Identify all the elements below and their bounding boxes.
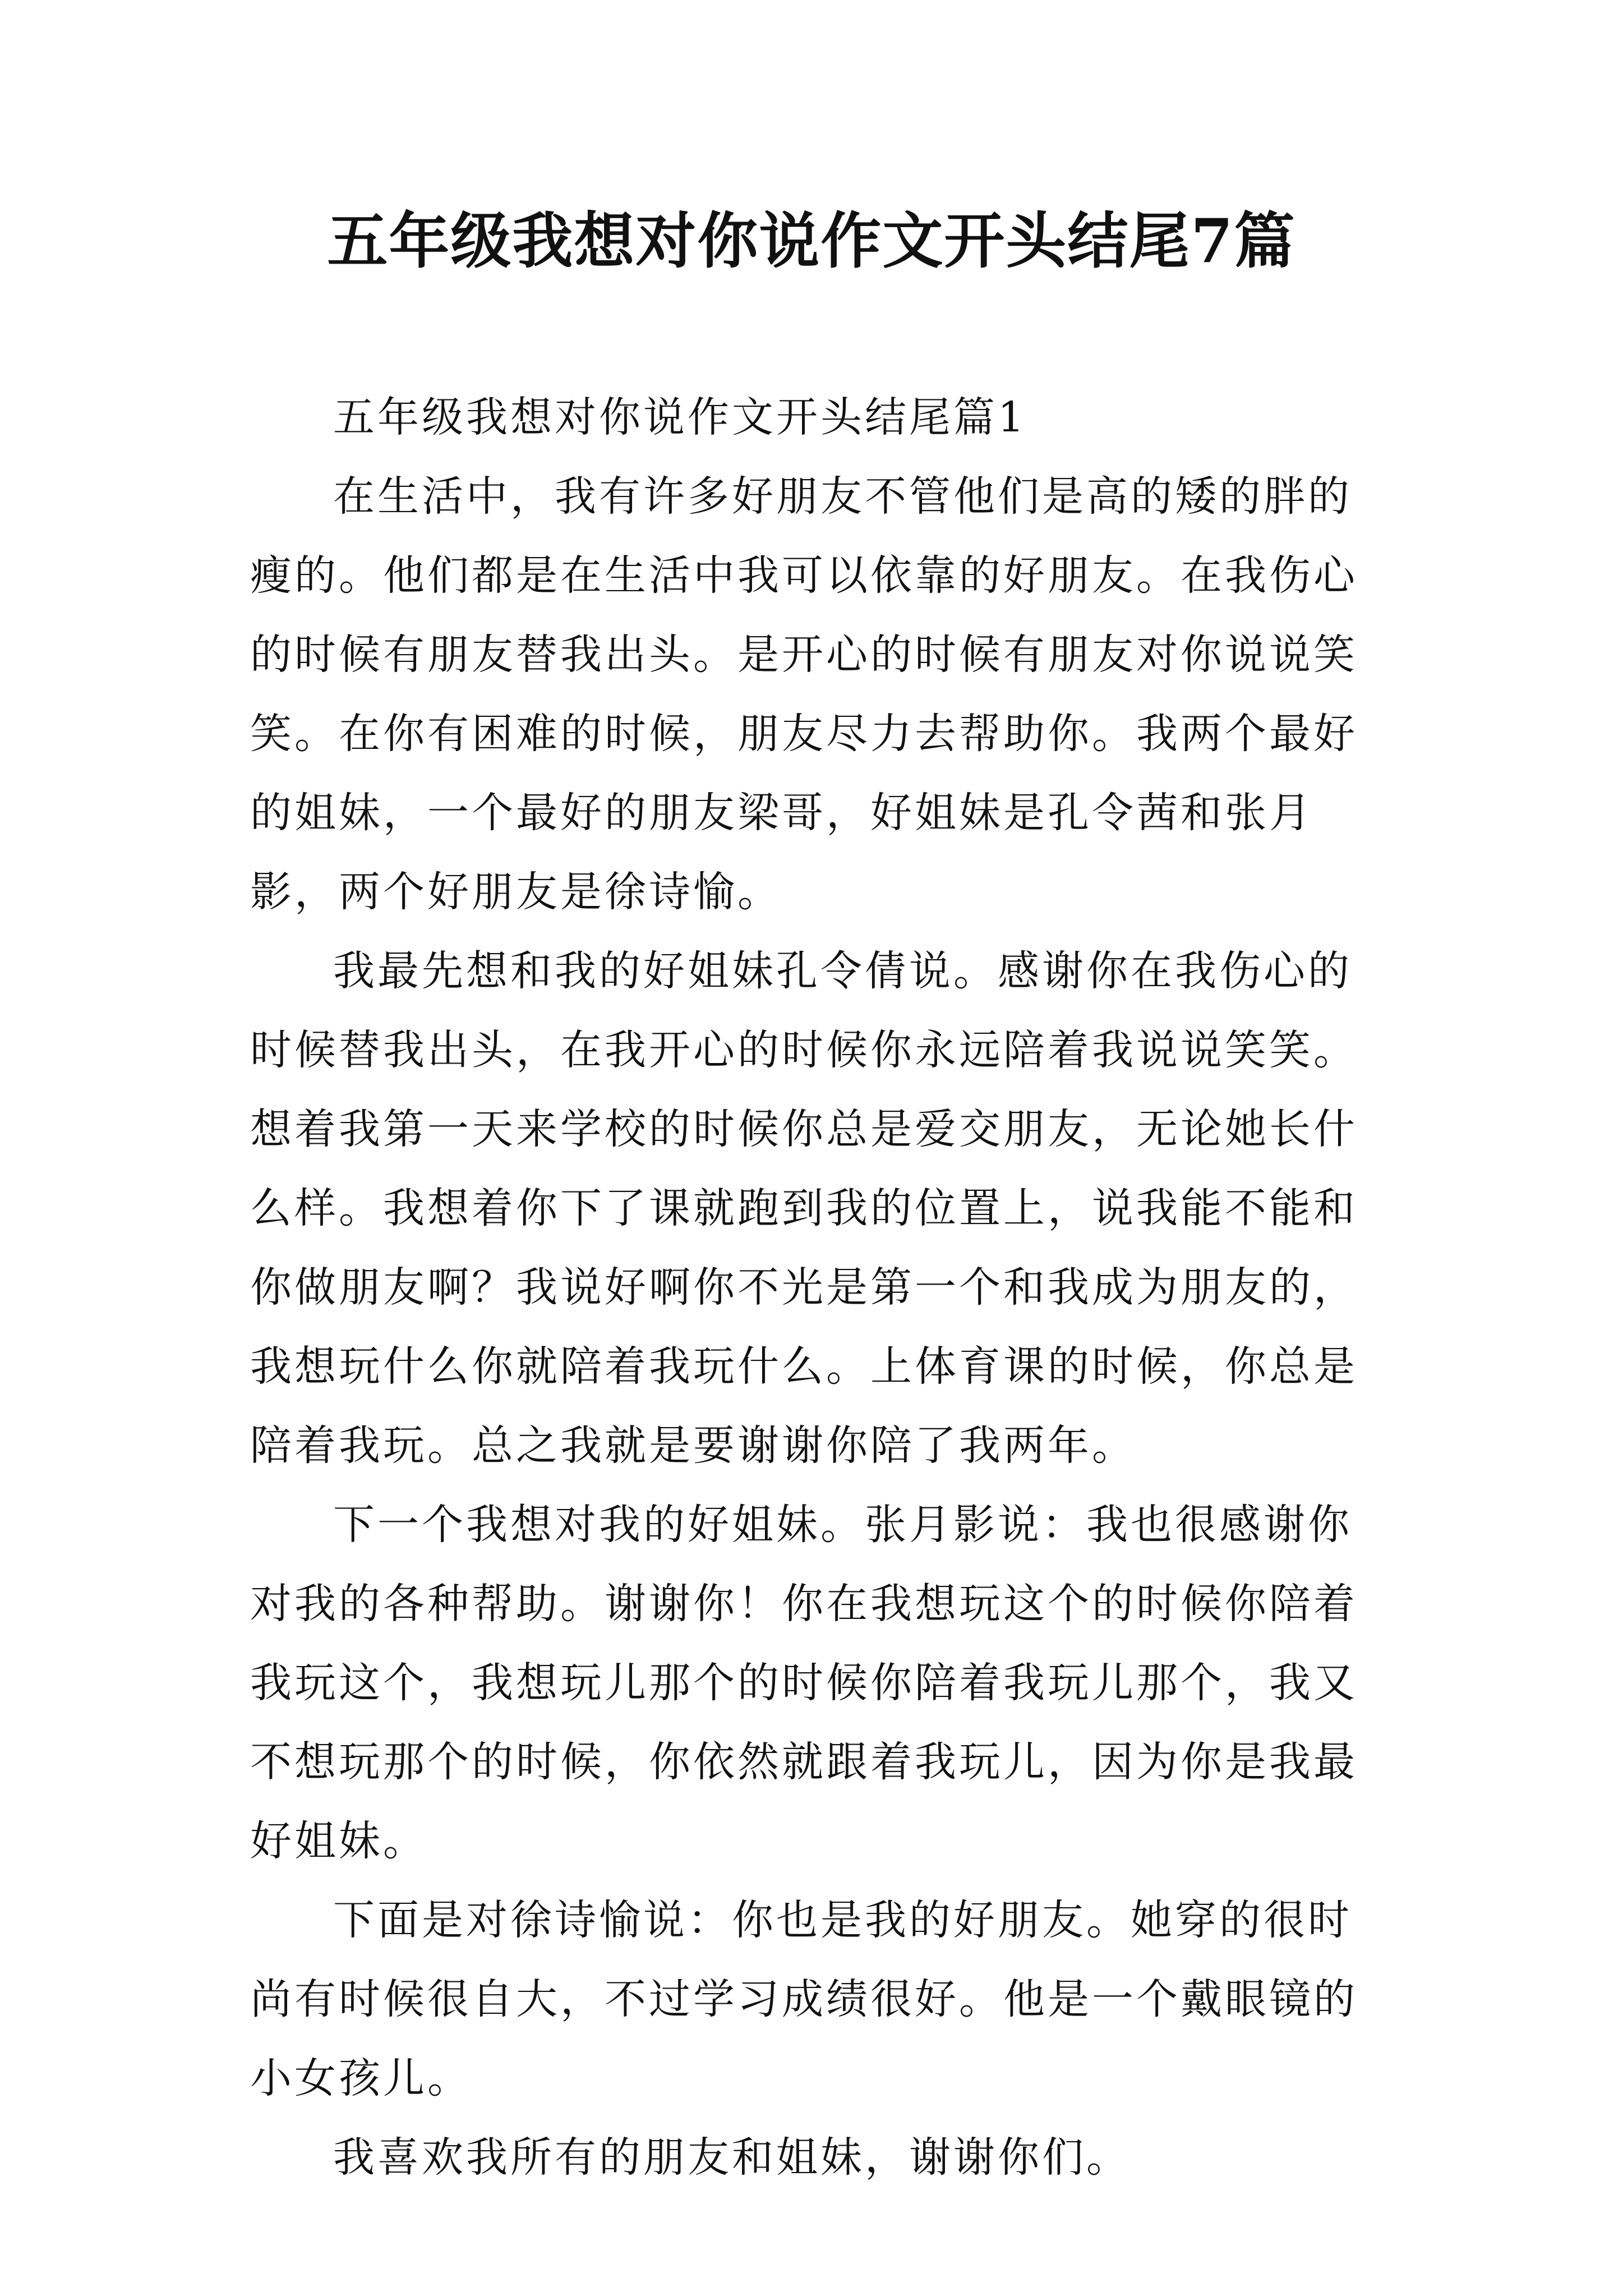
paragraph: 在生活中，我有许多好朋友不管他们是高的矮的胖的瘦的。他们都是在生活中我可以依靠的好朋友。在我伤心的时候有朋友替我出头。是开心的时候有朋友对你说说笑笑。在你有困难的时候，朋友尽力去帮助你。我两个最好的姐妹，一个最好的朋友梁哥，好姐妹是孔令茜和张月影，两个好朋友是徐诗愉。 bbox=[250, 472, 1358, 916]
paragraph: 下一个我想对我的好姐妹。张月影说：我也很感谢你对我的各种帮助。谢谢你！你在我想玩这个的时候你陪着我玩这个，我想玩儿那个的时候你陪着我玩儿那个，我又不想玩那个的时候，你依然就跟着我玩儿，因为你是我最好姐妹。 bbox=[250, 1501, 1358, 1865]
section-heading: 五年级我想对你说作文开头结尾篇1 bbox=[333, 393, 1027, 441]
document-body bbox=[250, 378, 1380, 2197]
paragraph: 我喜欢我所有的朋友和姐妹，谢谢你们。 bbox=[333, 2133, 1131, 2182]
paragraph: 下面是对徐诗愉说：你也是我的好朋友。她穿的很时尚有时候很自大，不过学习成绩很好。他是一个戴眼镜的小女孩儿。 bbox=[250, 1896, 1358, 2102]
document-title: 五年级我想对你说作文开头结尾7篇 bbox=[327, 206, 1296, 277]
paragraph: 我最先想和我的好姐妹孔令倩说。感谢你在我伤心的时候替我出头，在我开心的时候你永远陪着我说说笑笑。想着我第一天来学校的时候你总是爱交朋友，无论她长什么样。我想着你下了课就跑到我的位置上，说我能不能和你做朋友啊？我说好啊你不光是第一个和我成为朋友的，我想玩什么你就陪着我玩什么。上体育课的时候，你总是陪着我玩。总之我就是要谢谢你陪了我两年。 bbox=[250, 947, 1358, 1470]
